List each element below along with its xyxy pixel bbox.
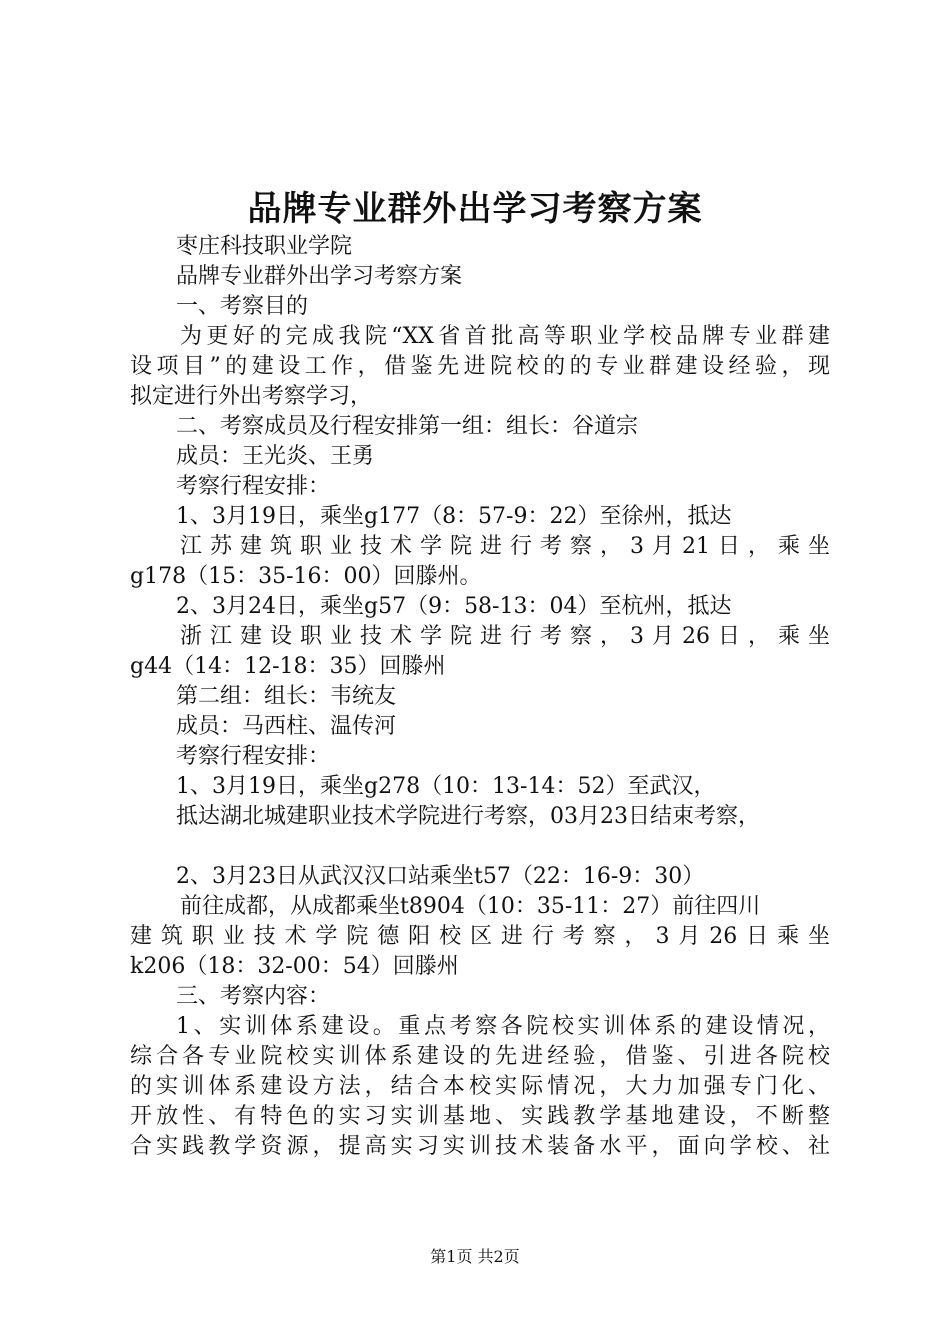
- paragraph-line: 成员：马西柱、温传河: [176, 714, 397, 739]
- paragraph-line: 1、3月19日，乘坐g177（8：57-9：22）至徐州，抵达: [176, 504, 732, 529]
- paragraph-line: 2、3月23日从武汉汉口站乘坐t57（22：16-9：30）: [176, 864, 705, 889]
- paragraph-line: g44（14：12-18：35）回滕州: [130, 654, 446, 679]
- paragraph-line: 枣庄科技职业学院: [176, 234, 353, 259]
- paragraph-line: 开放性、有特色的实习实训基地、实践教学基地建设，不断整: [130, 1104, 830, 1129]
- paragraph-line: 2、3月24日，乘坐g57（9：58-13：04）至杭州，抵达: [176, 594, 732, 619]
- paragraph-line: 的实训体系建设方法，结合本校实际情况，大力加强专门化、: [130, 1074, 830, 1099]
- paragraph-line: g178（15：35-16：00）回滕州。: [130, 564, 482, 589]
- document-body: [130, 232, 830, 1162]
- document-title: 品牌专业群外出学习考察方案: [247, 189, 703, 229]
- paragraph-line: 为更好的完成我院“XX省首批高等职业学校品牌专业群建: [180, 324, 830, 349]
- paragraph-line: 第二组：组长：韦统友: [176, 684, 397, 709]
- section-heading: 三、考察内容：: [176, 984, 331, 1009]
- paragraph-line: k206（18：32-00：54）回滕州: [130, 954, 459, 979]
- paragraph-line: 拟定进行外出考察学习，: [130, 384, 373, 409]
- paragraph-line: 浙江建设职业技术学院进行考察，3月26日，乘坐: [180, 624, 830, 649]
- paragraph-line: 考察行程安排：: [176, 474, 331, 499]
- section-heading: 二、考察成员及行程安排第一组：组长：谷道宗: [176, 414, 639, 439]
- paragraph-line: 考察行程安排：: [176, 744, 331, 769]
- paragraph-line: 合实践教学资源，提高实习实训技术装备水平，面向学校、社: [130, 1134, 830, 1159]
- page-footer: 第1页 共2页: [430, 1247, 520, 1266]
- paragraph-line: 建筑职业技术学院德阳校区进行考察，3月26日乘坐: [130, 924, 830, 949]
- blank-line: [130, 832, 830, 862]
- paragraph-line: 成员：王光炎、王勇: [176, 444, 375, 469]
- paragraph-line: 品牌专业群外出学习考察方案: [176, 264, 463, 289]
- paragraph-line: 设项目”的建设工作，借鉴先进院校的的专业群建设经验，现: [130, 354, 830, 379]
- paragraph-line: 江苏建筑职业技术学院进行考察，3月21日，乘坐: [180, 534, 830, 559]
- section-heading: 一、考察目的: [176, 294, 309, 319]
- paragraph-line: 1、3月19日，乘坐g278（10：13-14：52）至武汉，: [176, 774, 716, 799]
- paragraph-line: 1、实训体系建设。重点考察各院校实训体系的建设情况，: [176, 1014, 830, 1039]
- paragraph-line: 抵达湖北城建职业技术学院进行考察，03月23日结束考察，: [176, 804, 760, 829]
- paragraph-line: 综合各专业院校实训体系建设的先进经验，借鉴、引进各院校: [130, 1044, 830, 1069]
- paragraph-line: 前往成都，从成都乘坐t8904（10：35-11：27）前往四川: [180, 894, 761, 919]
